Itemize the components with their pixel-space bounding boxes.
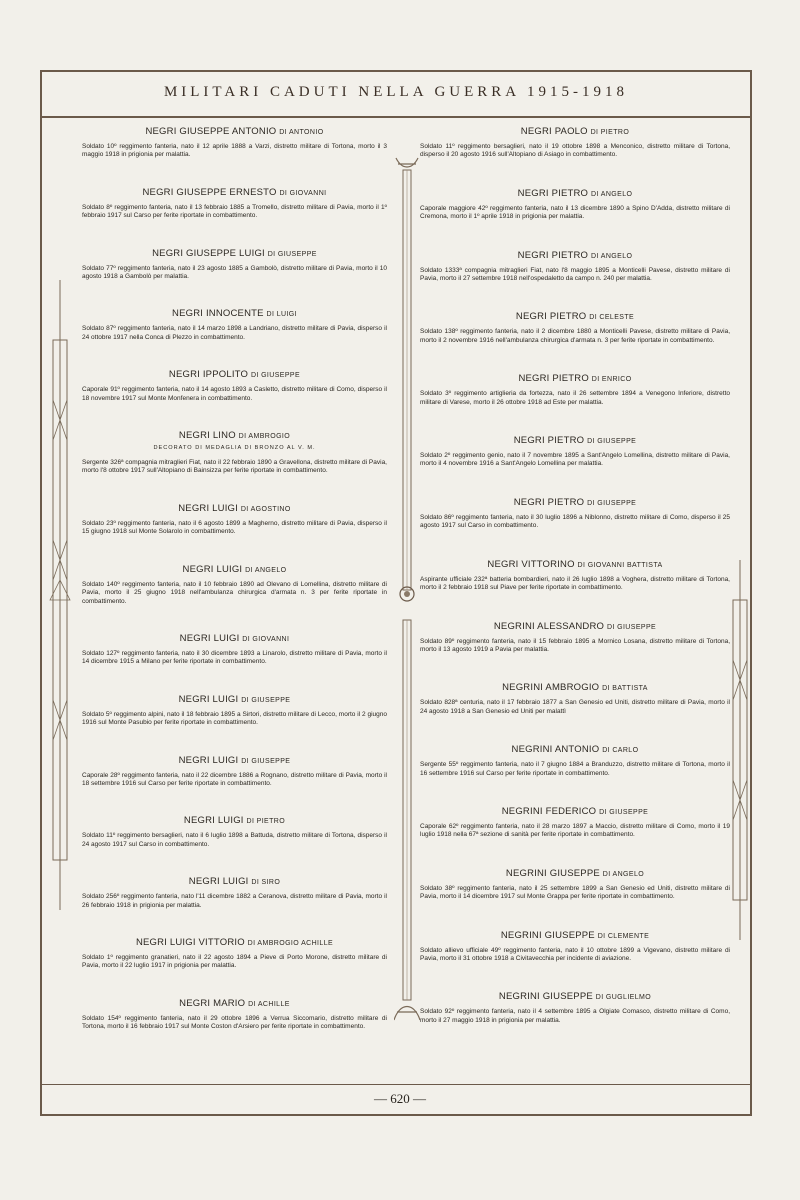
casualty-name bbox=[82, 694, 387, 705]
name-text: NEGRI LUIGI bbox=[178, 754, 239, 766]
casualty-entry bbox=[420, 188, 730, 222]
father-text: DI PIETRO bbox=[590, 129, 630, 136]
name-text: NEGRINI GIUSEPPE bbox=[498, 991, 593, 1003]
casualty-entry bbox=[420, 373, 730, 407]
father-text: DI GIUSEPPE bbox=[241, 757, 291, 765]
footer-divider bbox=[42, 1084, 750, 1085]
service-record-text: Soldato 38º reggimento fanteria, nato il 25 settembre 1899 a San Genesio ed Uniti, distretto militare di Pavia, morto il 14 dicembre 1917 sul Monte Grappa per ferite riportate in combattimento. bbox=[420, 884, 730, 901]
service-record-text: Caporale maggiore 42º reggimento fanteria, nato il 13 dicembre 1890 a Spino D'Adda, distretto militare di Cremona, morto il 1º aprile 1918 in prigionia per malattia. bbox=[420, 204, 730, 221]
name-text: NEGRI PIETRO bbox=[513, 496, 585, 508]
father-text: DI GIUSEPPE bbox=[599, 808, 649, 816]
father-text: DI ACHILLE bbox=[248, 1000, 290, 1008]
casualty-name bbox=[82, 876, 387, 887]
father-text: DI GIUSEPPE bbox=[267, 250, 317, 258]
casualty-name bbox=[82, 937, 387, 948]
casualty-name bbox=[420, 497, 730, 508]
father-text: DI AGOSTINO bbox=[240, 505, 291, 513]
casualty-name bbox=[82, 815, 387, 826]
casualty-entry bbox=[82, 308, 387, 342]
casualty-entry bbox=[420, 435, 730, 469]
casualty-entry bbox=[82, 998, 387, 1032]
page-title: MILITARI CADUTI NELLA GUERRA 1915-1918 bbox=[163, 84, 629, 100]
casualty-name bbox=[420, 311, 730, 322]
casualty-entry bbox=[82, 937, 387, 971]
father-text: DI ANGELO bbox=[591, 252, 633, 260]
casualty-entry bbox=[82, 755, 387, 789]
casualty-entry bbox=[82, 694, 387, 728]
casualty-entry bbox=[82, 503, 387, 537]
name-text: NEGRI PIETRO bbox=[513, 435, 585, 447]
service-record-text: Soldato 127º reggimento fanteria, nato il 30 dicembre 1893 a Linarolo, distretto militare di Pavia, morto il 14 dicembre 1915 a Milano per ferite riportate in combattimento. bbox=[82, 649, 387, 666]
casualty-entry bbox=[82, 564, 387, 606]
service-record-text: Soldato 1333ª compagnia mitraglieri Fiat, nato l'8 maggio 1895 a Monticelli Pavese, distretto militare di Pavia, morto il 27 settembre 1918 nell'ospedaletto da campo n. 240 per malattia. bbox=[420, 266, 730, 283]
name-text: NEGRI INNOCENTE bbox=[172, 308, 264, 320]
father-text: DI AMBROGIO ACHILLE bbox=[247, 939, 334, 947]
right-fasces-ornament bbox=[728, 560, 752, 940]
casualty-entry bbox=[82, 633, 387, 667]
service-record-text: Soldato 92º reggimento fanteria, nato il 4 settembre 1895 a Olgiate Comasco, distretto militare di Como, morto il 27 maggio 1918 in prigionia per malattia. bbox=[420, 1008, 730, 1024]
service-record-text: Soldato 5º reggimento alpini, nato il 18 febbraio 1895 a Sirtori, distretto militare di Lecco, morto il 2 giugno 1916 sul Monte Pasubio per ferite riportate in combattimento. bbox=[82, 710, 387, 727]
father-text: DI LUIGI bbox=[266, 311, 297, 319]
casualty-entry bbox=[82, 876, 387, 910]
service-record-text: Soldato 138º reggimento fanteria, nato il 2 dicembre 1880 a Monticelli Pavese, distretto militare di Pavia, morto il 2 novembre 1916 nell'ambulanza chirurgica d'armata n. 3 per ferite riportate in combattimento. bbox=[420, 328, 730, 344]
service-record-text: Soldato 256º reggimento fanteria, nato l'11 dicembre 1882 a Ceranova, distretto militare di Pavia, morto il 26 febbraio 1918 in prigionia per malattia. bbox=[82, 893, 387, 909]
father-text: DI BATTISTA bbox=[602, 685, 648, 693]
father-text: DI PIETRO bbox=[246, 818, 286, 826]
father-text: DI GIUSEPPE bbox=[587, 499, 637, 507]
name-text: NEGRI PIETRO bbox=[517, 249, 589, 261]
father-text: DI CARLO bbox=[602, 747, 639, 755]
service-record-text: Soldato allievo ufficiale 49º reggimento fanteria, nato il 10 ottobre 1899 a Vigevano, distretto militare di Pavia, morto il 31 ottobre 1918 a Civitavecchia per incidente di aviazione. bbox=[420, 946, 730, 962]
service-record-text: Sergente 55º reggimento fanteria, nato il 7 giugno 1884 a Branduzzo, distretto militare di Tortona, morto il 16 settembre 1916 sul Carso per ferite riportate in combattimento. bbox=[420, 761, 730, 777]
right-column bbox=[420, 126, 730, 1053]
casualty-name bbox=[420, 991, 730, 1002]
casualty-name bbox=[82, 430, 387, 441]
casualty-name bbox=[420, 806, 730, 817]
name-text: NEGRINI ANTONIO bbox=[511, 744, 600, 756]
name-text: NEGRI GIUSEPPE LUIGI bbox=[152, 247, 265, 259]
casualty-name bbox=[420, 682, 730, 693]
father-text: DI GIOVANNI bbox=[279, 189, 327, 197]
service-record-text: Aspirante ufficiale 232ª batteria bombardieri, nato il 26 luglio 1898 a Voghera, distretto militare di Tortona, morto il 2 febbraio 1918 sul Piave per ferite riportate in combattimento. bbox=[420, 575, 730, 592]
casualty-name bbox=[420, 621, 730, 632]
service-record-text: Sergente 326ª compagnia mitraglieri Fiat, nato il 22 febbraio 1890 a Gravellona, distretto militare di Pavia, morto l'8 ottobre 1917 sull'Altopiano di Bainsizza per ferite riportate in combattimento. bbox=[82, 459, 387, 475]
name-text: NEGRI LINO bbox=[178, 430, 236, 442]
father-text: DI ANGELO bbox=[591, 190, 633, 198]
casualty-entry bbox=[420, 868, 730, 902]
name-text: NEGRI VITTORINO bbox=[487, 558, 575, 570]
name-text: NEGRI PIETRO bbox=[518, 373, 589, 385]
father-text: DI GIUSEPPE bbox=[250, 372, 301, 380]
casualty-entry bbox=[82, 430, 387, 476]
father-text: DI ANGELO bbox=[602, 870, 645, 878]
casualty-entry bbox=[82, 248, 387, 282]
father-text: DI CELESTE bbox=[589, 314, 635, 322]
service-record-text: Soldato 1º reggimento granatieri, nato il 22 agosto 1894 a Pieve di Porto Morone, distretto militare di Pavia, morto il 22 luglio 1917 in prigionia per malattia. bbox=[82, 953, 387, 970]
casualty-name bbox=[82, 503, 387, 514]
service-record-text: Soldato 77º reggimento fanteria, nato il 23 agosto 1885 a Gambolò, distretto militare di Pavia, morto il 10 agosto 1918 a Gambolò per malattia. bbox=[82, 264, 387, 281]
name-text: NEGRI LUIGI VITTORIO bbox=[135, 936, 245, 948]
name-text: NEGRINI FEDERICO bbox=[501, 805, 597, 817]
casualty-name bbox=[82, 369, 387, 380]
father-text: DI GIUSEPPE bbox=[241, 696, 291, 704]
father-text: DI GIUSEPPE bbox=[587, 438, 637, 446]
casualty-name bbox=[420, 126, 730, 137]
name-text: NEGRI LUIGI bbox=[188, 876, 249, 888]
service-record-text: Caporale 91º reggimento fanteria, nato il 14 agosto 1893 a Casletto, distretto militare di Como, disperso il 18 novembre 1917 sul Monte Monfenera in combattimento. bbox=[82, 386, 387, 402]
service-record-text: Soldato 87º reggimento fanteria, nato il 14 marzo 1898 a Landriano, distretto militare di Pavia, disperso il 24 ottobre 1917 nella Conca di Plezzo in combattimento. bbox=[82, 325, 387, 341]
name-text: NEGRI LUIGI bbox=[178, 693, 239, 705]
service-record-text: Soldato 828ª centuria, nato il 17 febbraio 1877 a San Genesio ed Uniti, distretto militare di Pavia, morto il 24 agosto 1918 a San Genesio ed Uniti per malattì bbox=[420, 699, 730, 715]
casualty-name bbox=[82, 633, 387, 644]
casualty-name bbox=[82, 126, 387, 137]
casualty-entry bbox=[420, 126, 730, 160]
service-record-text: Caporale 62º reggimento fanteria, nato il 28 marzo 1897 a Maccio, distretto militare di Como, morto il 19 luglio 1918 nella 67ª sezione di sanità per ferite riportate in combattimento. bbox=[420, 822, 730, 839]
father-text: DI AMBROGIO bbox=[238, 433, 291, 441]
name-text: NEGRI MARIO bbox=[179, 997, 246, 1009]
casualty-entry bbox=[82, 815, 387, 849]
casualty-name bbox=[82, 564, 387, 575]
casualty-entry bbox=[420, 250, 730, 284]
casualty-entry bbox=[420, 744, 730, 778]
service-record-text: Soldato 8º reggimento fanteria, nato il 13 febbraio 1885 a Tromello, distretto militare di Pavia, morto il 1º febbraio 1917 sul Carso per ferite riportate in combattimento. bbox=[82, 203, 387, 220]
name-text: NEGRINI AMBROGIO bbox=[502, 682, 600, 694]
casualty-name bbox=[420, 559, 730, 570]
service-record-text: Soldato 89º reggimento fanteria, nato il 15 febbraio 1895 a Mornico Losana, distretto militare di Tortona, morto il 13 agosto 1919 a Pavia per malattia. bbox=[420, 637, 730, 653]
casualty-name bbox=[82, 187, 387, 198]
father-text: DI GIOVANNI BATTISTA bbox=[577, 561, 663, 569]
casualty-name bbox=[420, 188, 730, 199]
father-text: DI ENRICO bbox=[591, 376, 632, 384]
service-record-text: Soldato 86º reggimento fanteria, nato il 30 luglio 1896 a Niblonno, distretto militare di Como, disperso il 25 agosto 1917 sul Carso in combattimento. bbox=[420, 513, 730, 530]
name-text: NEGRI GIUSEPPE ERNESTO bbox=[142, 186, 277, 198]
name-text: NEGRI PIETRO bbox=[517, 187, 589, 199]
service-record-text: Soldato 10º reggimento fanteria, nato il 12 aprile 1888 a Varzi, distretto militare di Tortona, morto il 3 maggio 1918 in prigionia per malattia. bbox=[82, 143, 387, 159]
name-text: NEGRI PAOLO bbox=[520, 126, 588, 137]
casualty-name bbox=[420, 373, 730, 384]
name-text: NEGRI LUIGI bbox=[183, 815, 244, 827]
casualty-entry bbox=[420, 806, 730, 840]
page-number: — 620 — bbox=[374, 1091, 426, 1106]
name-text: NEGRI IPPOLITO bbox=[168, 369, 249, 381]
service-record-text: Soldato 11º reggimento bersaglieri, nato il 19 ottobre 1898 a Menconico, distretto militare di Tortona, disperso il 20 agosto 1916 sull'Altopiano di Asiago in combattimento. bbox=[420, 143, 730, 159]
service-record-text: Soldato 140º reggimento fanteria, nato il 10 febbraio 1890 ad Olevano di Lomellina, distretto militare di Pavia, morto il 25 giugno 1918 nell'ambulanza chirurgica d'armata n. 3 per ferite riportate in combattimento. bbox=[82, 580, 387, 605]
father-text: DI ANTONIO bbox=[279, 129, 324, 136]
father-text: DI CLEMENTE bbox=[597, 932, 650, 940]
service-record-text: Caporale 28º reggimento fanteria, nato il 22 dicembre 1886 a Rognano, distretto militare di Pavia, morto il 18 settembre 1916 sul Carso per ferite riportate in combattimento. bbox=[82, 771, 387, 787]
casualty-entry bbox=[420, 497, 730, 531]
casualty-name bbox=[82, 998, 387, 1009]
name-text: NEGRI LUIGI bbox=[182, 563, 243, 575]
casualty-name bbox=[420, 250, 730, 261]
name-text: NEGRINI GIUSEPPE bbox=[500, 929, 595, 941]
name-text: NEGRI LUIGI bbox=[178, 502, 238, 514]
name-text: NEGRINI GIUSEPPE bbox=[505, 867, 600, 879]
casualty-name bbox=[82, 248, 387, 259]
father-text: DI ANGELO bbox=[245, 566, 287, 574]
casualty-name bbox=[420, 744, 730, 755]
casualty-entry bbox=[420, 621, 730, 655]
name-text: NEGRI PIETRO bbox=[515, 311, 587, 323]
casualty-name bbox=[420, 435, 730, 446]
casualty-name bbox=[420, 868, 730, 879]
left-column bbox=[82, 126, 387, 1059]
service-record-text: Soldato 154º reggimento fanteria, nato il 29 ottobre 1896 a Verrua Siccomario, distretto militare di Tortona, morto il 16 febbraio 1917 sul Monte Coston d'Arsiero per ferite riportate in combattimento. bbox=[82, 1014, 387, 1031]
casualty-entry bbox=[420, 682, 730, 716]
service-record-text: Soldato 3º reggimento artiglieria da fortezza, nato il 26 settembre 1894 a Venegono Inferiore, distretto militare di Varese, morto il 26 ottobre 1918 ad Este per malattia. bbox=[420, 390, 730, 406]
name-text: NEGRINI ALESSANDRO bbox=[493, 620, 605, 632]
service-record-text: Soldato 23º reggimento fanteria, nato il 6 agosto 1899 a Magherno, distretto militare di Pavia, disperso il 15 giugno 1918 sul Monte Solarolo in combattimento. bbox=[82, 519, 387, 536]
name-text: NEGRI GIUSEPPE ANTONIO bbox=[145, 126, 277, 137]
casualty-entry bbox=[420, 930, 730, 964]
father-text: DI SIRO bbox=[251, 879, 281, 887]
left-fasces-ornament bbox=[48, 280, 72, 910]
father-text: DI GIUSEPPE bbox=[606, 623, 657, 631]
casualty-name bbox=[82, 308, 387, 319]
decoration-note: DECORATO DI MEDAGLIA DI BRONZO AL V. M. bbox=[153, 445, 316, 452]
service-record-text: Soldato 11º reggimento bersaglieri, nato il 6 luglio 1898 a Battuda, distretto militare di Tortona, disperso il 24 agosto 1917 sul Carso in combattimento. bbox=[82, 832, 387, 848]
casualty-entry bbox=[82, 126, 387, 160]
father-text: DI GIOVANNI bbox=[242, 635, 290, 643]
casualty-entry bbox=[82, 187, 387, 221]
service-record-text: Soldato 2º reggimento genio, nato il 7 novembre 1895 a Sant'Angelo Lomellina, distretto militare di Pavia, morto il 4 novembre 1916 a Sant'Angelo Lomellina per malattia. bbox=[420, 452, 730, 468]
casualty-entry bbox=[420, 311, 730, 345]
casualty-entry bbox=[420, 991, 730, 1025]
medal-icon bbox=[397, 584, 417, 604]
name-text: NEGRI LUIGI bbox=[179, 632, 240, 644]
casualty-name bbox=[420, 930, 730, 941]
casualty-name bbox=[82, 755, 387, 766]
page-header bbox=[42, 72, 750, 118]
casualty-entry bbox=[420, 559, 730, 593]
casualty-entry bbox=[82, 369, 387, 403]
father-text: DI GUGLIELMO bbox=[595, 994, 652, 1002]
